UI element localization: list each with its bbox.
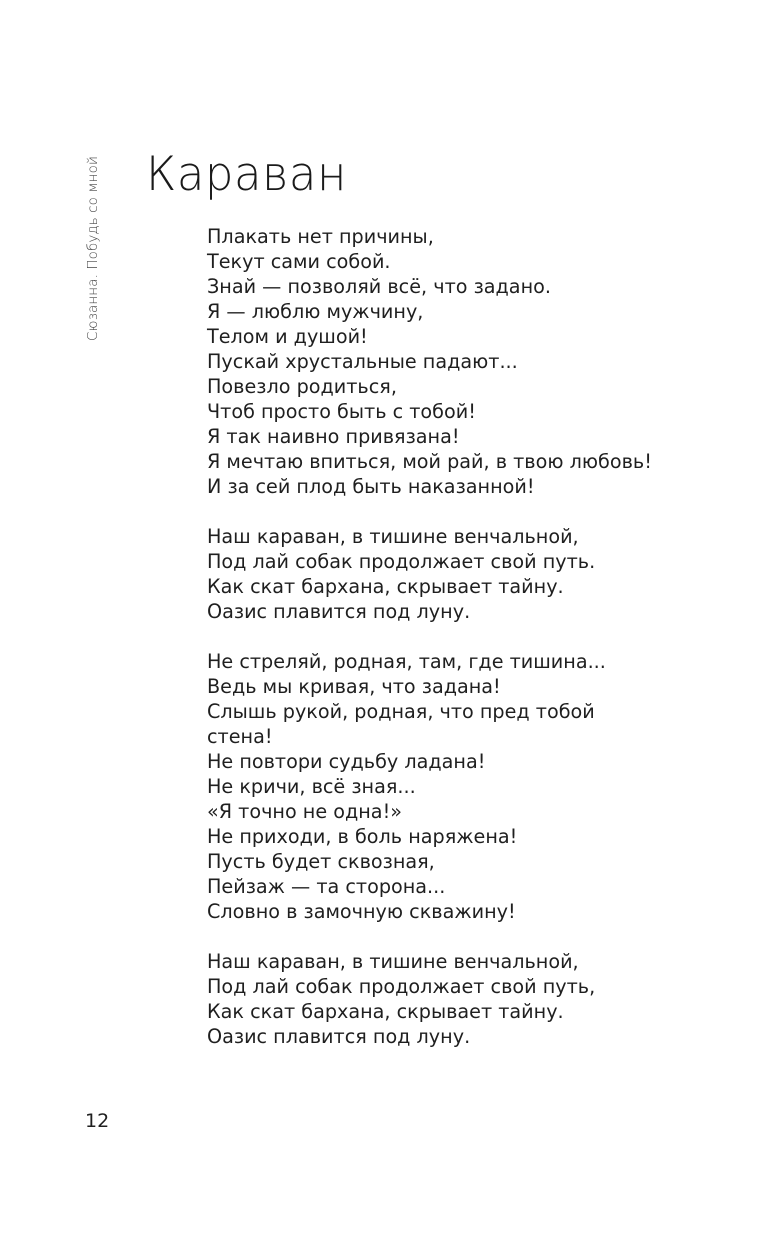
- poem-line: Пусть будет сквозная,: [207, 850, 435, 873]
- poem-line: Не стреляй, родная, там, где тишина...: [207, 650, 606, 673]
- poem-line: Пейзаж — та сторона...: [207, 875, 446, 898]
- poem-line: Наш караван, в тишине венчальной,: [207, 525, 579, 548]
- poem-line: «Я точно не одна!»: [207, 800, 402, 823]
- poem-line: Чтоб просто быть с тобой!: [207, 400, 476, 423]
- poem-line: Повезло родиться,: [207, 375, 397, 398]
- poem-line: Текут сами собой.: [207, 250, 391, 273]
- poem-line: Наш караван, в тишине венчальной,: [207, 950, 579, 973]
- poem-line: Как скат бархана, скрывает тайну.: [207, 1000, 564, 1023]
- poem-line: Я так наивно привязана!: [207, 425, 460, 448]
- poem-line: Как скат бархана, скрывает тайну.: [207, 575, 564, 598]
- poem-line: Телом и душой!: [207, 325, 368, 348]
- poem-line: И за сей плод быть наказанной!: [207, 475, 535, 498]
- poem-line: Оазис плавится под луну.: [207, 1025, 471, 1048]
- poem-title: Караван: [146, 146, 347, 202]
- poem-line: Под лай собак продолжает свой путь.: [207, 550, 596, 573]
- poem-body: [207, 224, 747, 1074]
- poem-line: Я — люблю мужчину,: [207, 300, 424, 323]
- poem-line: Слышь рукой, родная, что пред тобой: [207, 700, 595, 723]
- page-number: 12: [85, 1110, 110, 1132]
- poem-line: Знай — позволяй всё, что задано.: [207, 275, 551, 298]
- poem-line: Пускай хрустальные падают...: [207, 350, 518, 373]
- poem-line: Не кричи, всё зная...: [207, 775, 416, 798]
- poem-line: Ведь мы кривая, что задана!: [207, 675, 501, 698]
- poem-line: Я мечтаю впиться, мой рай, в твою любовь!: [207, 450, 652, 473]
- poem-line: стена!: [207, 725, 273, 748]
- poem-line: Под лай собак продолжает свой путь,: [207, 975, 596, 998]
- poem-line: Плакать нет причины,: [207, 225, 434, 248]
- poem-line: Оазис плавится под луну.: [207, 600, 471, 623]
- stanza: [207, 649, 747, 924]
- poem-line: Словно в замочную скважину!: [207, 900, 516, 923]
- stanza: [207, 224, 747, 499]
- running-head: Сюзанна. Побудь со мной: [85, 156, 101, 341]
- stanza: [207, 949, 747, 1049]
- poem-line: Не приходи, в боль наряжена!: [207, 825, 518, 848]
- poem-line: Не повтори судьбу ладана!: [207, 750, 486, 773]
- stanza: [207, 524, 747, 624]
